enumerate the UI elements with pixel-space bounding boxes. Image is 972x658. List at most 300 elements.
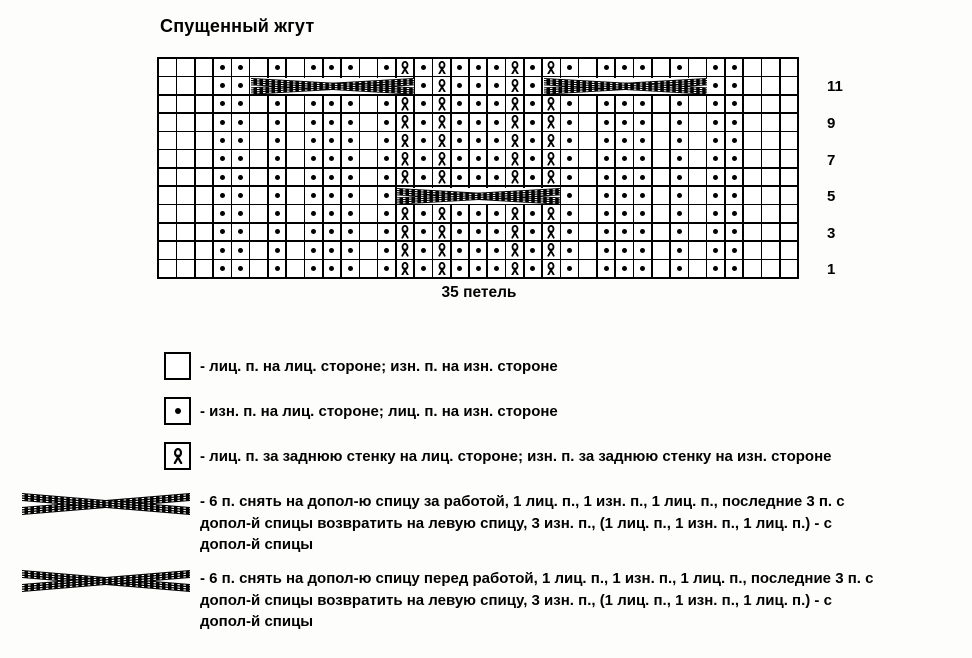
row-number: 5	[827, 188, 836, 206]
chart-cell	[525, 169, 542, 186]
purl-dot-icon	[348, 248, 353, 253]
purl-dot-icon	[713, 175, 718, 180]
purl-dot-icon	[530, 65, 535, 70]
chart-cell	[707, 114, 724, 131]
chart-cell	[214, 205, 231, 222]
chart-cell	[269, 132, 286, 149]
chart-cell	[324, 260, 341, 277]
chart-cell	[232, 77, 249, 94]
knit-tbl-square-icon	[164, 442, 191, 470]
chart-cell	[744, 260, 761, 277]
purl-dot-icon	[622, 156, 627, 161]
chart-cell	[397, 224, 414, 241]
legend-text-line: допол-й спицы	[200, 536, 314, 554]
legend-item	[0, 567, 972, 637]
purl-dot-icon	[640, 229, 645, 234]
chart-cell	[415, 205, 432, 222]
chart-cell	[561, 169, 578, 186]
chart-cell	[159, 205, 176, 222]
chart-cell	[488, 169, 505, 186]
purl-dot-icon	[238, 248, 243, 253]
chart-cell	[214, 77, 231, 94]
chart-cell	[671, 59, 688, 76]
purl-dot-icon	[457, 120, 462, 125]
chart-cell	[634, 187, 651, 204]
chart-cell	[452, 77, 469, 94]
purl-dot-icon	[677, 138, 682, 143]
purl-dot-icon	[275, 266, 280, 271]
purl-dot-icon	[238, 83, 243, 88]
purl-dot-icon	[530, 101, 535, 106]
chart-cell	[781, 260, 798, 277]
chart-cell	[214, 187, 231, 204]
purl-dot-icon	[530, 138, 535, 143]
purl-dot-icon	[530, 83, 535, 88]
purl-dot-icon	[732, 138, 737, 143]
chart-cell	[177, 224, 194, 241]
chart-cell	[744, 169, 761, 186]
purl-dot-icon	[494, 138, 499, 143]
cable-cross-front	[397, 188, 560, 205]
row-number: 11	[827, 78, 843, 96]
chart-cell	[653, 114, 670, 131]
chart-cell	[726, 187, 743, 204]
chart-cell	[214, 224, 231, 241]
purl-dot-icon	[640, 248, 645, 253]
chart-cell	[250, 260, 267, 277]
chart-cell	[324, 169, 341, 186]
chart-cell	[707, 205, 724, 222]
chart-cell	[287, 242, 304, 259]
chart-cell	[470, 224, 487, 241]
chart-cell	[671, 224, 688, 241]
chart-cell	[561, 114, 578, 131]
purl-dot-icon	[494, 156, 499, 161]
chart-cell	[360, 59, 377, 76]
chart-cell	[653, 260, 670, 277]
chart-cell	[250, 114, 267, 131]
purl-dot-icon	[604, 211, 609, 216]
chart-cell	[232, 242, 249, 259]
knit-tbl-icon	[510, 262, 520, 276]
chart-cell	[159, 96, 176, 113]
chart-cell	[196, 187, 213, 204]
purl-dot-icon	[175, 408, 181, 414]
chart-cell	[397, 96, 414, 113]
stitch-count-label: 35 петель	[441, 284, 517, 301]
cable-cross-behind	[251, 78, 414, 95]
chart-cell	[653, 187, 670, 204]
purl-dot-icon	[622, 248, 627, 253]
purl-dot-icon	[732, 156, 737, 161]
chart-cell	[689, 132, 706, 149]
chart-cell	[250, 96, 267, 113]
chart-cell	[433, 150, 450, 167]
chart-cell	[324, 132, 341, 149]
cable-cross-icon	[544, 78, 707, 95]
purl-dot-icon	[421, 248, 426, 253]
chart-cell	[616, 187, 633, 204]
purl-dot-icon	[604, 248, 609, 253]
chart-cell	[671, 114, 688, 131]
chart-cell	[415, 150, 432, 167]
purl-dot-icon	[604, 138, 609, 143]
chart-cell	[707, 260, 724, 277]
chart-cell	[543, 59, 560, 76]
chart-cell	[616, 169, 633, 186]
chart-cell	[433, 169, 450, 186]
chart-cell	[159, 224, 176, 241]
purl-dot-icon	[494, 211, 499, 216]
chart-cell	[543, 224, 560, 241]
purl-dot-icon	[604, 156, 609, 161]
knit-tbl-icon	[510, 152, 520, 166]
chart-cell	[525, 59, 542, 76]
purl-dot-icon	[604, 266, 609, 271]
chart-cell	[762, 96, 779, 113]
chart-cell	[762, 169, 779, 186]
knit-tbl-icon	[400, 207, 410, 221]
purl-dot-icon	[640, 211, 645, 216]
chart-cell	[433, 224, 450, 241]
purl-dot-icon	[311, 229, 316, 234]
chart-cell	[781, 77, 798, 94]
chart-cell	[762, 150, 779, 167]
chart-cell	[689, 114, 706, 131]
purl-dot-icon	[530, 211, 535, 216]
chart-cell	[196, 132, 213, 149]
chart-cell	[543, 169, 560, 186]
purl-dot-icon	[530, 266, 535, 271]
chart-cell	[579, 187, 596, 204]
purl-dot-icon	[421, 211, 426, 216]
chart-cell	[397, 242, 414, 259]
chart-cell	[196, 169, 213, 186]
knit-tbl-icon	[400, 115, 410, 129]
purl-dot-icon	[421, 65, 426, 70]
chart-cell	[506, 77, 523, 94]
chart-cell	[470, 59, 487, 76]
chart-cell	[433, 59, 450, 76]
chart-cell	[232, 224, 249, 241]
chart-cell	[397, 150, 414, 167]
purl-dot-icon	[275, 229, 280, 234]
chart-cell	[232, 169, 249, 186]
purl-dot-icon	[640, 101, 645, 106]
chart-cell	[378, 169, 395, 186]
knit-tbl-icon	[510, 79, 520, 93]
purl-dot-icon	[732, 101, 737, 106]
chart-cell	[250, 169, 267, 186]
chart-cell	[452, 150, 469, 167]
chart-cell	[506, 205, 523, 222]
chart-cell	[744, 96, 761, 113]
chart-cell	[616, 132, 633, 149]
chart-cell	[250, 59, 267, 76]
purl-dot-icon	[238, 211, 243, 216]
purl-dot-icon	[348, 229, 353, 234]
chart-cell	[470, 114, 487, 131]
purl-dot-icon	[530, 248, 535, 253]
chart-cell	[378, 59, 395, 76]
chart-cell	[689, 150, 706, 167]
chart-cell	[671, 169, 688, 186]
purl-dot-icon	[713, 266, 718, 271]
purl-dot-icon	[384, 193, 389, 198]
purl-dot-icon	[732, 211, 737, 216]
purl-dot-icon	[329, 101, 334, 106]
purl-dot-icon	[640, 175, 645, 180]
chart-cell	[470, 150, 487, 167]
chart-cell	[488, 260, 505, 277]
purl-dot-icon	[732, 120, 737, 125]
knit-tbl-icon	[400, 61, 410, 75]
chart-cell	[671, 187, 688, 204]
purl-dot-icon	[220, 193, 225, 198]
knit-tbl-icon	[172, 448, 184, 464]
chart-cell	[287, 59, 304, 76]
chart-cell	[707, 224, 724, 241]
purl-dot-icon	[713, 211, 718, 216]
chart-cell	[452, 224, 469, 241]
chart-cell	[707, 242, 724, 259]
knit-tbl-icon	[546, 61, 556, 75]
chart-cell	[543, 96, 560, 113]
chart-cell	[324, 187, 341, 204]
chart-cell	[287, 114, 304, 131]
chart-cell	[214, 96, 231, 113]
purl-dot-icon	[494, 83, 499, 88]
purl-dot-icon	[732, 248, 737, 253]
purl-dot-icon	[732, 175, 737, 180]
chart-cell	[525, 224, 542, 241]
chart-cell	[159, 169, 176, 186]
chart-cell	[653, 242, 670, 259]
chart-cell	[598, 96, 615, 113]
chart-cell	[232, 96, 249, 113]
chart-cell	[525, 150, 542, 167]
knit-tbl-icon	[546, 170, 556, 184]
purl-dot-icon	[476, 156, 481, 161]
chart-cell	[287, 260, 304, 277]
purl-dot-icon	[329, 65, 334, 70]
chart-cell	[525, 260, 542, 277]
chart-cell	[653, 96, 670, 113]
chart-cell	[579, 59, 596, 76]
chart-cell	[196, 114, 213, 131]
chart-cell	[762, 260, 779, 277]
purl-dot-icon	[604, 120, 609, 125]
knit-tbl-icon	[400, 262, 410, 276]
chart-cell	[488, 205, 505, 222]
purl-dot-icon	[732, 266, 737, 271]
knit-tbl-icon	[546, 152, 556, 166]
chart-cell	[232, 114, 249, 131]
purl-dot-icon	[622, 120, 627, 125]
purl-dot-icon	[275, 211, 280, 216]
purl-dot-icon	[622, 193, 627, 198]
chart-cell	[506, 224, 523, 241]
chart-cell	[762, 205, 779, 222]
knit-tbl-icon	[400, 152, 410, 166]
chart-cell	[744, 242, 761, 259]
knit-tbl-icon	[510, 207, 520, 221]
purl-dot-icon	[220, 175, 225, 180]
chart-cell	[726, 242, 743, 259]
chart-cell	[579, 132, 596, 149]
purl-dot-icon	[713, 120, 718, 125]
purl-dot-icon	[622, 175, 627, 180]
chart-cell	[415, 169, 432, 186]
purl-dot-icon	[677, 211, 682, 216]
chart-cell	[360, 132, 377, 149]
chart-cell	[287, 150, 304, 167]
chart-cell	[488, 77, 505, 94]
chart-cell	[616, 242, 633, 259]
chart-cell	[177, 114, 194, 131]
chart-cell	[781, 59, 798, 76]
chart-cell	[543, 205, 560, 222]
purl-dot-icon	[238, 175, 243, 180]
chart-cell	[781, 114, 798, 131]
chart-cell	[781, 169, 798, 186]
legend-text	[200, 491, 965, 556]
empty-square-icon	[164, 352, 191, 380]
knit-tbl-icon	[400, 134, 410, 148]
chart-cell	[653, 169, 670, 186]
chart-cell	[232, 187, 249, 204]
purl-dot-icon	[275, 65, 280, 70]
purl-dot-icon	[640, 156, 645, 161]
purl-dot-icon	[329, 229, 334, 234]
purl-dot-icon	[421, 120, 426, 125]
purl-dot-icon	[348, 211, 353, 216]
chart-cell	[397, 169, 414, 186]
chart-cell	[689, 187, 706, 204]
purl-dot-icon	[640, 266, 645, 271]
purl-dot-icon	[457, 83, 462, 88]
chart-cell	[342, 260, 359, 277]
purl-dot-icon	[275, 193, 280, 198]
knit-tbl-icon	[510, 61, 520, 75]
chart-cell	[232, 205, 249, 222]
purl-dot-icon	[421, 83, 426, 88]
purl-dot-icon	[713, 83, 718, 88]
chart-cell	[305, 205, 322, 222]
purl-dot-icon	[494, 101, 499, 106]
chart-cell	[415, 260, 432, 277]
chart-cell	[616, 114, 633, 131]
chart-cell	[433, 132, 450, 149]
chart-cell	[452, 132, 469, 149]
chart-cell	[781, 224, 798, 241]
purl-dot-icon	[476, 211, 481, 216]
knit-tbl-icon	[510, 134, 520, 148]
chart-cell	[177, 150, 194, 167]
purl-dot-icon	[476, 65, 481, 70]
chart-cell	[287, 205, 304, 222]
chart-cell	[488, 114, 505, 131]
chart-cell	[324, 59, 341, 76]
purl-dot-icon	[604, 175, 609, 180]
chart-cell	[196, 59, 213, 76]
purl-dot-icon	[311, 156, 316, 161]
purl-dot-icon	[311, 65, 316, 70]
chart-cell	[360, 260, 377, 277]
cable-cross-front-icon	[22, 570, 190, 592]
chart-cell	[634, 242, 651, 259]
chart-cell	[616, 59, 633, 76]
purl-dot-icon	[311, 266, 316, 271]
chart-cell	[616, 150, 633, 167]
cable-cross-icon	[251, 78, 414, 95]
purl-dot-icon	[275, 138, 280, 143]
purl-dot-icon	[494, 248, 499, 253]
chart-cell	[653, 205, 670, 222]
chart-cell	[634, 224, 651, 241]
row-number	[813, 60, 853, 78]
row-number	[813, 133, 853, 151]
chart-cell	[579, 224, 596, 241]
row-number	[813, 206, 853, 224]
purl-dot-icon	[384, 175, 389, 180]
purl-dot-icon	[457, 266, 462, 271]
legend-text-line: допол-й спицы возвратить на левую спицу, 3 изн. п., (1 лиц. п., 1 изн. п., 1 лиц. п.) - с	[200, 514, 832, 532]
purl-dot-icon	[530, 175, 535, 180]
chart-cell	[616, 96, 633, 113]
chart-cell	[415, 96, 432, 113]
chart-cell	[360, 114, 377, 131]
purl-dot-icon	[421, 229, 426, 234]
purl-dot-icon	[329, 266, 334, 271]
chart-cell	[324, 150, 341, 167]
purl-dot-icon	[457, 248, 462, 253]
chart-cell	[378, 150, 395, 167]
chart-cell	[324, 224, 341, 241]
purl-dot-icon	[732, 65, 737, 70]
purl-dot-icon	[421, 266, 426, 271]
purl-dot-icon	[329, 138, 334, 143]
legend-text	[200, 352, 965, 381]
chart-cell	[250, 205, 267, 222]
chart-cell	[360, 187, 377, 204]
chart-cell	[378, 96, 395, 113]
purl-dot-icon	[494, 266, 499, 271]
chart-cell	[470, 132, 487, 149]
chart-cell	[598, 205, 615, 222]
chart-cell	[287, 224, 304, 241]
chart-cell	[452, 114, 469, 131]
chart-cell	[433, 242, 450, 259]
chart-cell	[360, 224, 377, 241]
chart-cell	[598, 187, 615, 204]
purl-dot-icon	[457, 101, 462, 106]
chart-cell	[470, 260, 487, 277]
purl-dot-icon	[384, 211, 389, 216]
purl-dot-icon	[238, 156, 243, 161]
chart-cell	[561, 132, 578, 149]
legend-text	[200, 442, 965, 471]
row-number	[813, 242, 853, 260]
chart-cell	[598, 150, 615, 167]
purl-dot-icon	[476, 83, 481, 88]
chart-cell	[433, 77, 450, 94]
chart-cell	[689, 205, 706, 222]
chart-cell	[634, 59, 651, 76]
chart-cell	[781, 242, 798, 259]
chart-cell	[159, 187, 176, 204]
chart-cell	[653, 132, 670, 149]
